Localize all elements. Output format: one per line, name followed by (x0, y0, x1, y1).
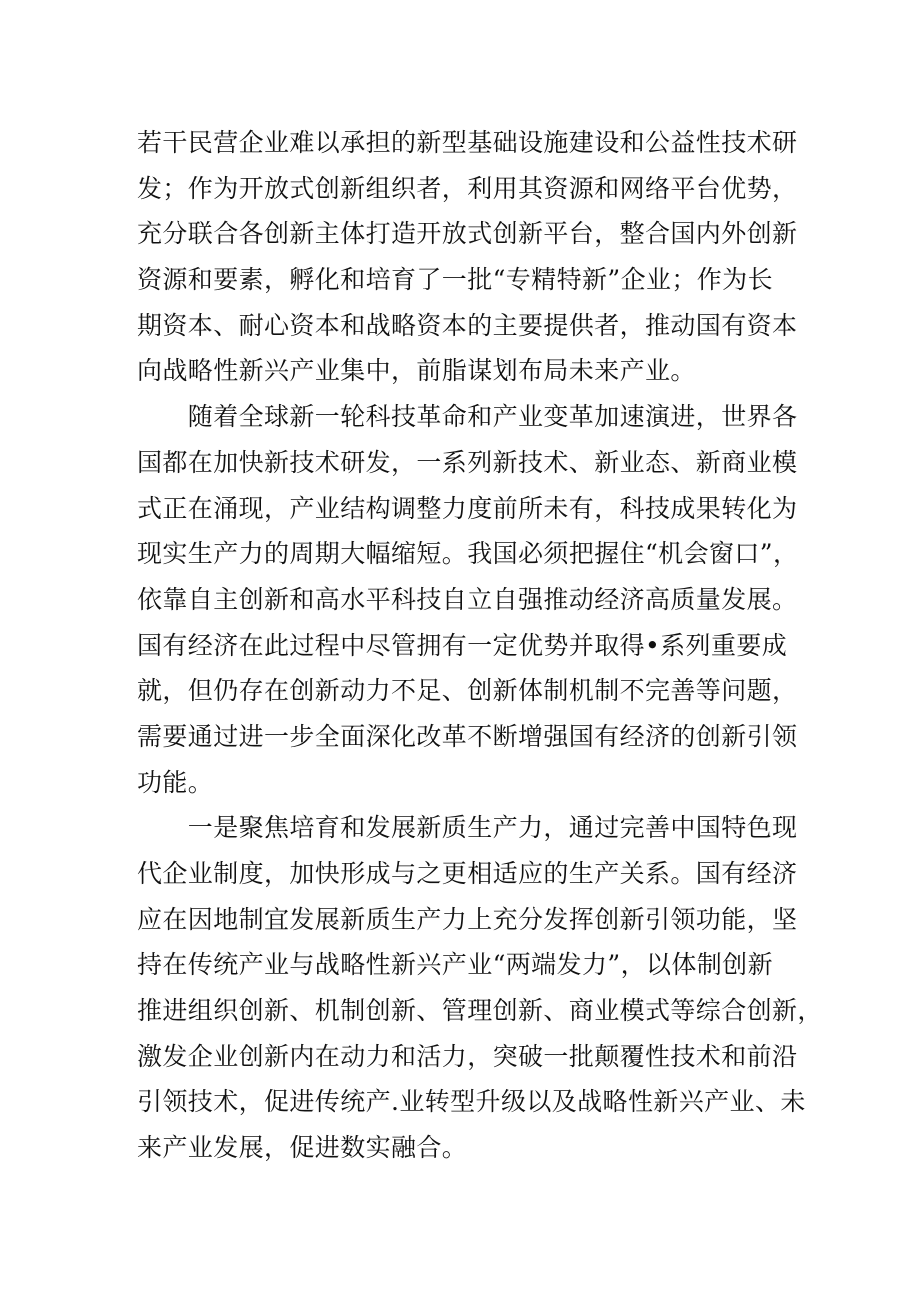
text-line: 国都在加快新技术研发，一系列新技术、新业态、新商业模 (137, 447, 798, 477)
text-line: 需要通过进一步全面深化改革不断增强国有经济的创新引领 (137, 721, 798, 751)
text-line: 充分联合各创新主体打造开放式创新平台，整合国内外创新 (137, 219, 798, 249)
text-line: 国有经济在此过程中尽管拥有一定优势并取得•系列重要成 (137, 630, 788, 660)
paragraph-2 (137, 394, 799, 805)
text-line: 来产业发展，促进数实融合。 (137, 1133, 468, 1163)
text-line: 若干民营企业难以承担的新型基础设施建设和公益性技术研 (137, 128, 798, 157)
text-line: 向战略性新兴产业集中，前脂谋划布局未来产业。 (137, 356, 696, 386)
text-line: 依靠自主创新和高水平科技自立自强推动经济高质量发展。 (137, 584, 798, 614)
text-line: 一是聚焦培育和发展新质生产力，通过完善中国特色现 (137, 813, 798, 843)
text-line: 代企业制度，加快形成与之更相适应的生产关系。国有经济 (137, 859, 798, 888)
text-line: 持在传统产业与战略性新兴产业“两端发力”，以体制创新 (137, 950, 773, 980)
paragraph-3 (137, 805, 823, 1171)
paragraph-1 (137, 120, 798, 394)
text-line: 推进组织创新、机制创新、管理创新、商业模式等综合创新， (137, 996, 823, 1026)
text-line: 式正在涌现，产业结构调整力度前所未有，科技成果转化为 (137, 493, 798, 523)
text-line: 现实生产力的周期大幅缩短。我国必须把握住“机会窗口”， (137, 539, 799, 569)
text-line: 应在因地制宜发展新质生产力上充分发挥创新引领功能，坚 (137, 904, 798, 934)
text-line: 就，但仍存在创新动力不足、创新体制机制不完善等问题， (137, 676, 798, 706)
text-line: 随着全球新一轮科技革命和产业变革加速演进，世界各 (137, 402, 798, 432)
text-line: 资源和要素，孵化和培育了一批“专精特新”企业；作为长 (137, 265, 773, 295)
text-line: 发；作为开放式创新组织者，利用其资源和网络平台优势， (137, 173, 798, 203)
text-line: 功能。 (137, 767, 214, 797)
text-line: 引领技术，促进传统产.业转型升级以及战略性新兴产业、未 (137, 1087, 806, 1117)
document-body (137, 120, 823, 1171)
text-line: 期资本、耐心资本和战略资本的主要提供者，推动国有资本 (137, 310, 798, 340)
text-line: 激发企业创新内在动力和活力，突破一批颠覆性技术和前沿 (137, 1041, 798, 1071)
